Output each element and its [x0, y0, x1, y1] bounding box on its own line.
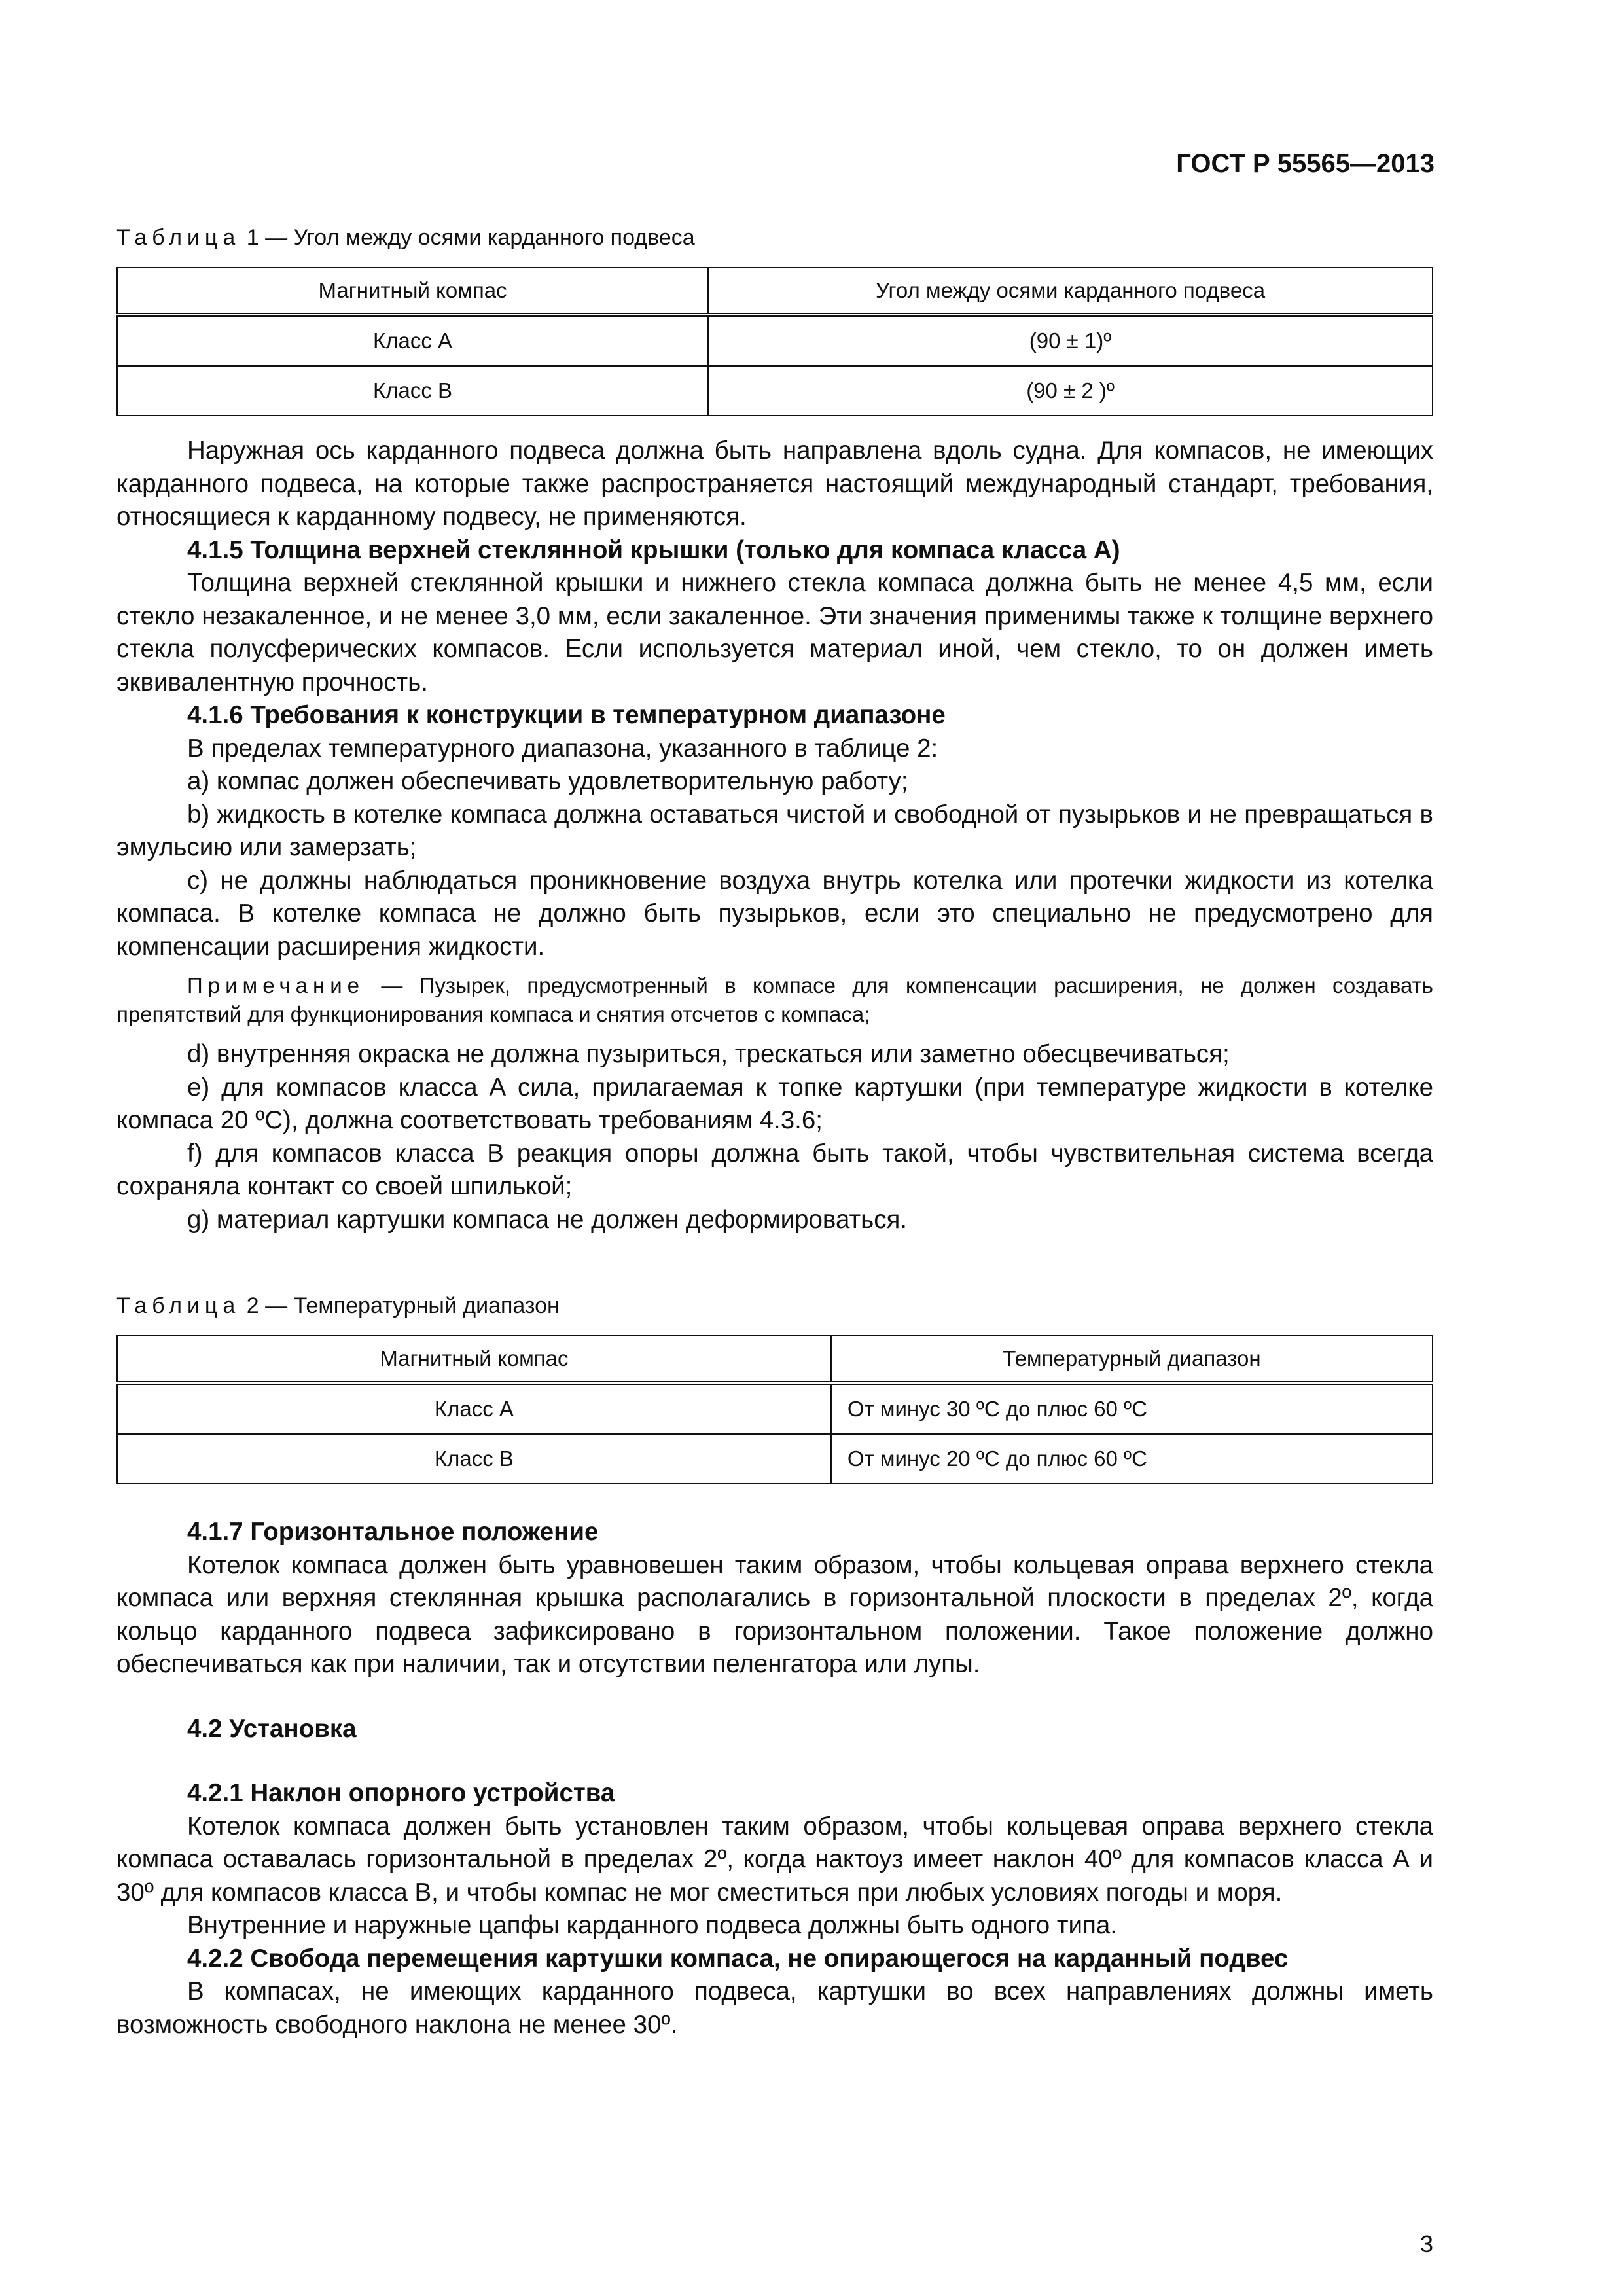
table1 [116, 267, 1433, 416]
list-item: g) материал картушки компаса не должен деформироваться. [187, 1205, 907, 1234]
table-cell: От минус 30 ºС до плюс 60 ºС [831, 1383, 1433, 1434]
table2-caption [116, 1293, 560, 1319]
table1-header-row [117, 268, 1433, 315]
paragraph: В пределах температурного диапазона, указанного в таблице 2: [187, 734, 938, 762]
list-item: с) не должны наблюдаться проникновение воздуха внутрь котелка или протечки жидкости из котелка компаса. В котелке компаса не должно быть пузырьков, если это специально не предусмотрено для компенсации расширения жидкости. [116, 866, 1433, 961]
paragraph: Наружная ось карданного подвеса должна быть направлена вдоль судна. Для компасов, не имеющих карданного подвеса, на которые также распространяется настоящий международный стандарт, требования, относящиеся к карданному подвесу, не применяются. [116, 437, 1433, 531]
standard-code: ГОСТ Р 55565—2013 [1176, 149, 1435, 178]
table1-header-cell: Магнитный компас [117, 268, 708, 315]
paragraph: Котелок компаса должен быть уравновешен таким образом, чтобы кольцевая оправа верхнего стекла компаса или верхняя стеклянная крышка располагались в горизонтальной плоскости в пределах 2º, когда кольцо карданного подвеса зафиксировано в горизонтальном положении. Такое положение должно обеспечиваться как при наличии, так и отсутствии пеленгатора или лупы. [116, 1551, 1433, 1678]
table-row [117, 1434, 1433, 1484]
list-item: b) жидкость в котелке компаса должна оставаться чистой и свободной от пузырьков и не превращаться в эмульсию или замерзать; [116, 800, 1433, 861]
list-item: f) для компасов класса В реакция опоры должна быть такой, чтобы чувствительная система всегда сохраняла контакт со своей шпилькой; [116, 1139, 1433, 1200]
paragraph: Котелок компаса должен быть установлен таким образом, чтобы кольцевая оправа верхнего стекла компаса оставалась горизонтальной в пределах 2º, когда нактоуз имеет наклон 40º для компасов класса А и 30º для компасов класса В, и чтобы компас не мог сместиться при любых условиях погоды и моря. [116, 1812, 1433, 1907]
list-item: е) для компасов класса А сила, прилагаемая к топке картушки (при температуре жидкости в котелке компаса 20 ºС), должна соответствовать требованиям 4.3.6; [116, 1073, 1433, 1134]
table2-header-cell: Температурный диапазон [831, 1336, 1433, 1383]
section-heading-4-1-6: 4.1.6 Требования к конструкции в температурном диапазоне [187, 701, 946, 729]
body-block-2 [116, 1516, 1433, 2041]
table-cell: Класс В [117, 366, 708, 416]
table1-caption [116, 225, 695, 251]
table2-header-cell: Магнитный компас [117, 1336, 831, 1383]
note-label: Примечание [187, 973, 365, 997]
table1-caption-label: Таблица [116, 225, 241, 250]
section-heading-4-2: 4.2 Установка [187, 1714, 357, 1743]
table2-caption-label: Таблица [116, 1293, 241, 1318]
table-cell: (90 ± 1)º [708, 315, 1433, 366]
table2 [116, 1335, 1433, 1484]
body-block-1 [116, 435, 1433, 1236]
list-item: d) внутренняя окраска не должна пузыриться, трескаться или заметно обесцвечиваться; [187, 1040, 1230, 1068]
section-heading-4-2-1: 4.2.1 Наклон опорного устройства [187, 1779, 615, 1807]
list-item: а) компас должен обеспечивать удовлетворительную работу; [187, 767, 908, 795]
table-row [117, 366, 1433, 416]
table-cell: Класс В [117, 1434, 831, 1484]
table-row [117, 1383, 1433, 1434]
table-cell: Класс А [117, 1383, 831, 1434]
paragraph: Внутренние и наружные цапфы карданного подвеса должны быть одного типа. [187, 1911, 1117, 1939]
paragraph: В компасах, не имеющих карданного подвеса, картушки во всех направлениях должны иметь возможность свободного наклона не менее 30º. [116, 1977, 1433, 2039]
page-number: 3 [1419, 2231, 1433, 2257]
table2-caption-text: 2 — Температурный диапазон [246, 1293, 560, 1318]
table-row [117, 315, 1433, 366]
table-cell: (90 ± 2 )º [708, 366, 1433, 416]
table1-header-cell: Угол между осями карданного подвеса [708, 268, 1433, 315]
table-cell: От минус 20 ºС до плюс 60 ºС [831, 1434, 1433, 1484]
table2-header-row [117, 1336, 1433, 1383]
section-heading-4-2-2: 4.2.2 Свобода перемещения картушки компаса, не опирающегося на карданный подвес [187, 1944, 1289, 1973]
section-heading-4-1-7: 4.1.7 Горизонтальное положение [187, 1518, 599, 1546]
table1-caption-text: 1 — Угол между осями карданного подвеса [246, 225, 695, 250]
note-text: — Пузырек, предусмотренный в компасе для компенсации расширения, не должен создавать препятствий для функционирования компаса и снятия отсчетов с компаса; [116, 973, 1433, 1026]
note [116, 971, 1433, 1029]
paragraph: Толщина верхней стеклянной крышки и нижнего стекла компаса должна быть не менее 4,5 мм, если стекло незакаленное, и не менее 3,0 мм, если закаленное. Эти значения применимы также к толщине верхнего стекла полусферических компасов. Если используется материал иной, чем стекло, то он должен иметь эквивалентную прочность. [116, 569, 1433, 696]
section-heading-4-1-5: 4.1.5 Толщина верхней стеклянной крышки (только для компаса класса А) [187, 535, 1120, 564]
table-cell: Класс А [117, 315, 708, 366]
